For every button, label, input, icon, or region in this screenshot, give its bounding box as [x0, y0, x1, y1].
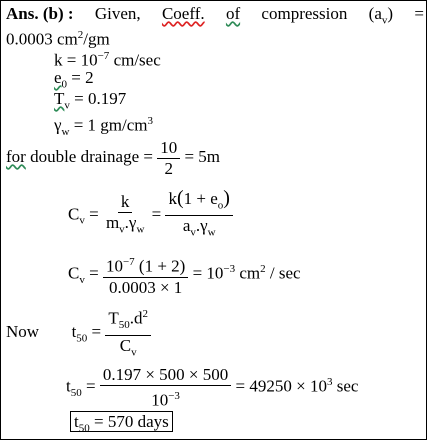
t50-value-fraction: $\frac{0.197 \times 500 \times 500}{10^{-3}}$ — [100, 365, 231, 411]
compression-word: compression — [261, 4, 348, 23]
t50-formula: Now $t_{50}$ = $\frac{T_{50}.d^2}{C_v}$ — [6, 304, 151, 362]
coeff-word: Coeff. — [161, 4, 205, 23]
given-tv: $T_v = 0.197$ — [54, 89, 127, 112]
given-k: $k = 10^{-7}$ cm/sec — [54, 50, 161, 70]
of-word: of — [225, 4, 241, 23]
drainage-line: for double drainage = $\frac{10}{2}$ = 5m — [6, 137, 221, 178]
cv-fraction-1: $\frac{k}{m_v.\gamma_w}$ — [105, 191, 145, 236]
cv-fraction-2: $\frac{k(1 + e_o)}{a_v.\gamma_w}$ — [165, 188, 232, 243]
cv-value: $C_v$ = $\frac{10^{-7} (1 + 2)}{0.0003 \times 1}$ = $10^{-3}$ $cm^2$ / sec — [68, 247, 301, 302]
drainage-fraction: $\frac{10}{2}$ — [157, 138, 180, 179]
compression-value: 0.0003 $cm^2/gm$ — [6, 29, 110, 49]
given-gamma-w: $\gamma_w = 1$ $gm/cm^3$ — [54, 115, 154, 139]
given-e0: $e_0 = 2$ — [54, 68, 94, 91]
equals-sign: = — [414, 4, 424, 23]
drainage-result: = 5m — [184, 147, 221, 166]
cv-value-fraction: $\frac{10^{-7} (1 + 2)}{0.0003 \times 1}$ — [103, 252, 188, 298]
now-word: Now — [6, 322, 40, 342]
given-word: Given, — [94, 4, 141, 23]
t50-value: $t_{50}$ = $\frac{0.197 \times 500 \times 500}{10^{-3}}$ = $49250 \times 10^3$ sec — [66, 364, 359, 410]
cv-formula: $C_v$ = $\frac{k}{m_v.\gamma_w}$ = $\frac{k(1 + e_o)}{a_v.\gamma_w}$ — [68, 188, 233, 243]
t50-fraction: $\frac{T_{50}.d^2}{C_v}$ — [105, 304, 151, 362]
av-symbol: $(a_v)$ — [368, 4, 394, 27]
final-answer: $t_{50} = 570$ days — [70, 412, 173, 438]
for-word: for — [6, 147, 26, 166]
answer-label: Ans. (b) : — [6, 4, 74, 23]
